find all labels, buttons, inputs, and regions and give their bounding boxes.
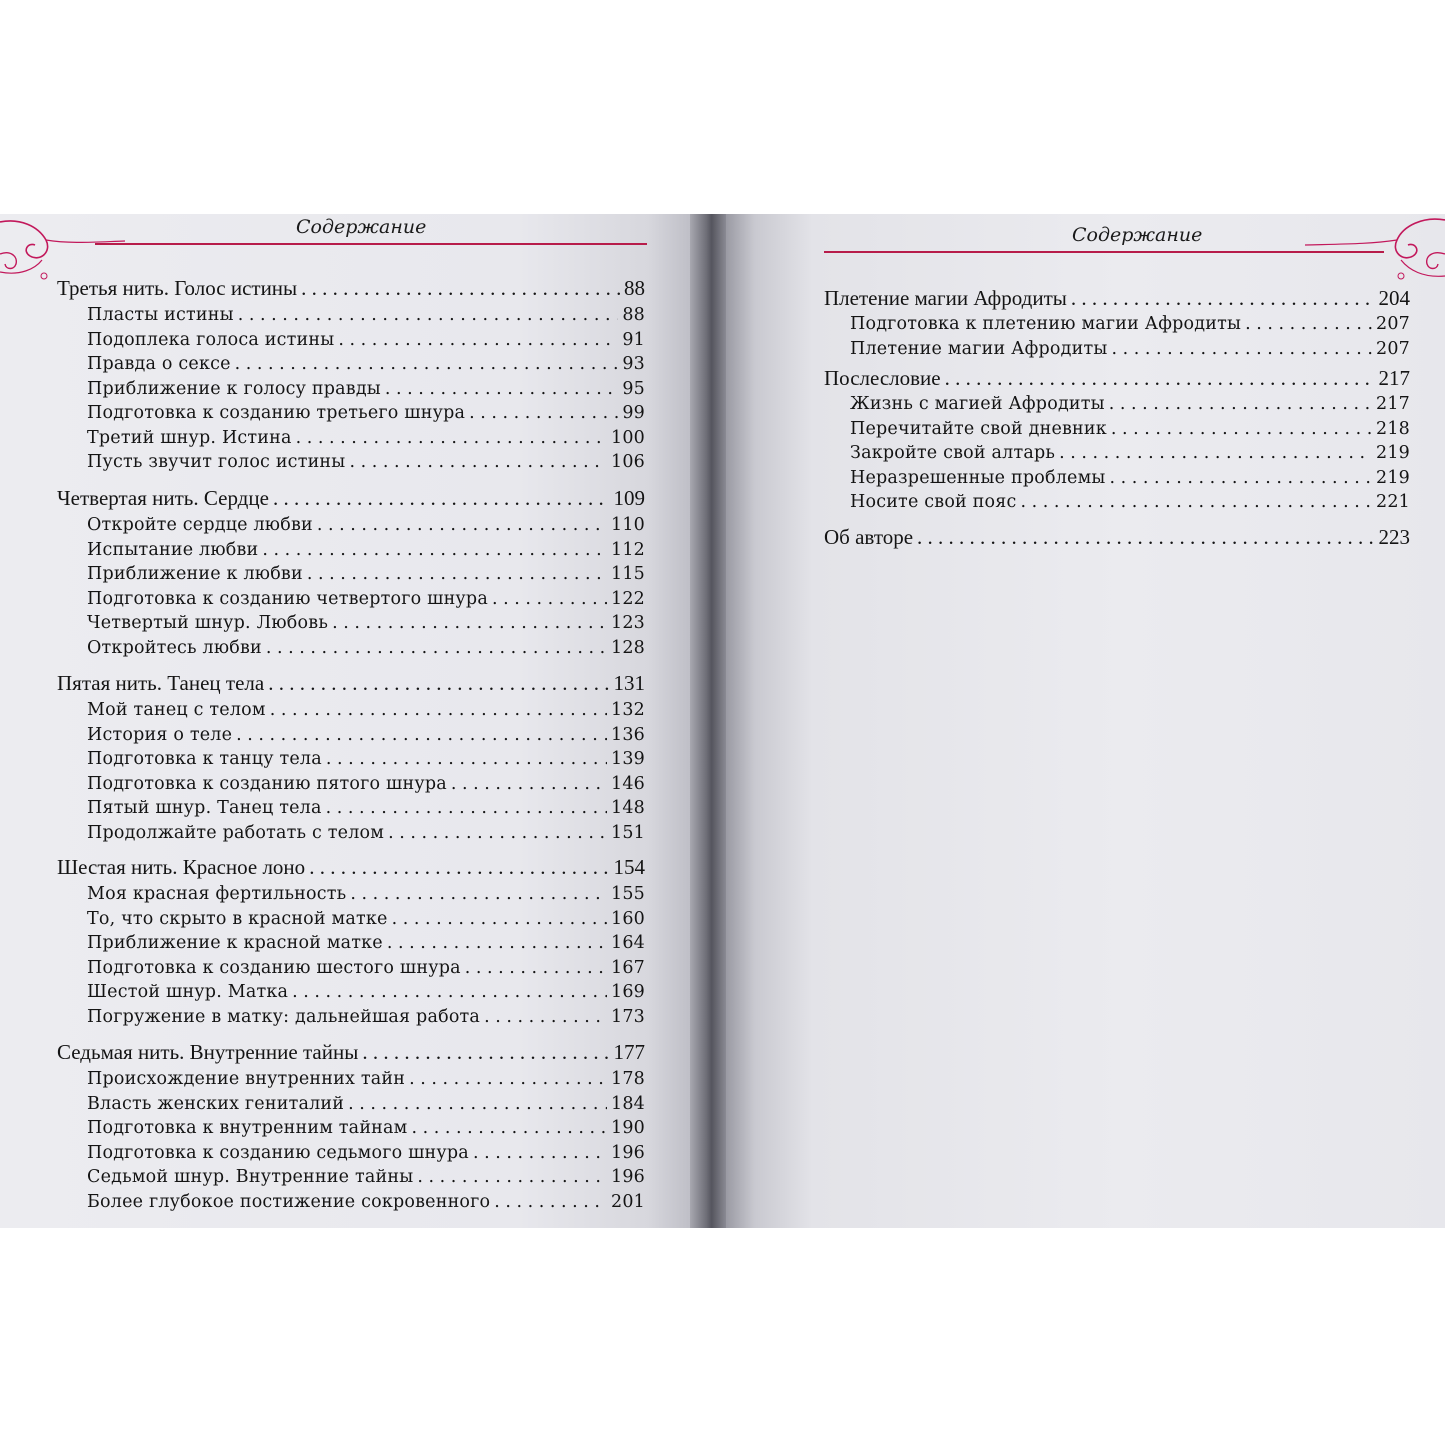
toc-chapter-entry[interactable] [57,276,645,301]
toc-subentry-page-number: 106 [610,452,645,472]
left-page [0,214,690,1228]
book-gutter [690,214,726,1228]
dot-leader [392,909,607,929]
dot-leader [1245,314,1372,334]
toc-subentry[interactable] [87,515,645,535]
toc-subentry-page-number: 167 [610,957,645,978]
toc-subentry-page-number: 99 [622,403,645,423]
toc-subentry[interactable] [87,1094,645,1114]
toc-subentry-page-number: 123 [610,613,645,633]
toc-chapter-entry[interactable] [57,855,645,880]
dot-leader [417,1167,607,1187]
dot-leader [270,700,607,720]
toc-subentry-title: Жизнь с магией Афродиты [850,394,1105,414]
dot-leader [1111,339,1372,359]
toc-subentry[interactable] [87,452,645,472]
toc-subentry-title: Четвертый шнур. Любовь [87,613,329,633]
toc-subentry-title: Подготовка к созданию шестого шнура [87,957,461,978]
toc-subentry[interactable] [87,909,645,929]
toc-subentry[interactable] [850,339,1410,359]
dot-leader [317,515,607,535]
toc-subentry-page-number: 132 [610,700,645,720]
toc-subentry-title: Испытание любви [87,539,259,560]
toc-subentry-title: Подготовка к танцу тела [87,749,322,769]
toc-subentry-title: История о теле [87,724,233,745]
toc-chapter-entry-page-number: 109 [613,486,645,510]
toc-subentry-page-number: 136 [610,724,645,745]
toc-subentry[interactable] [850,314,1410,334]
dot-leader [1071,286,1375,311]
toc-subentry-page-number: 100 [610,427,645,448]
toc-subentry[interactable] [850,419,1410,439]
dot-leader [273,486,610,511]
toc-subentry-title: Плетение магии Афродиты [850,338,1108,359]
toc-subentry-title: Подготовка к внутренним тайнам [87,1118,408,1138]
dot-leader [235,354,619,374]
toc-subentry[interactable] [87,823,645,843]
dot-leader [484,1007,607,1027]
left-flourish-ornament [0,214,130,284]
toc-subentry-page-number: 155 [610,884,645,904]
toc-subentry-title: Пятый шнур. Танец тела [87,798,322,818]
toc-subentry-title: Откройте сердце любви [87,515,313,535]
toc-subentry-page-number: 218 [1375,418,1410,439]
toc-subentry[interactable] [87,589,645,609]
dot-leader [236,725,607,745]
toc-subentry-title: Правда о сексе [87,354,231,374]
toc-chapter-entry-title: Пятая нить. Танец тела [57,671,265,695]
right-running-header: Содержание [1072,224,1203,246]
dot-leader [266,638,607,658]
right-header-rule [824,251,1384,253]
toc-subentry[interactable] [87,958,645,978]
toc-chapter-entry[interactable] [57,486,645,511]
toc-subentry-page-number: 173 [610,1006,645,1027]
toc-subentry-page-number: 95 [622,378,645,399]
toc-subentry[interactable] [87,540,645,560]
toc-subentry[interactable] [87,330,645,350]
toc-subentry-title: Подоплека голоса истины [87,329,335,350]
toc-chapter-entry-page-number: 131 [613,671,645,695]
toc-subentry-page-number: 91 [622,329,645,350]
toc-subentry-title: Подготовка к созданию четвертого шнура [87,588,488,609]
toc-subentry-page-number: 184 [610,1093,645,1114]
toc-subentry-page-number: 207 [1375,338,1410,359]
toc-subentry-title: Седьмой шнур. Внутренние тайны [87,1167,414,1187]
toc-subentry-page-number: 112 [610,539,645,560]
toc-subentry[interactable] [87,1167,645,1187]
toc-subentry-title: Погружение в матку: дальнейшая работа [87,1006,481,1027]
toc-subentry[interactable] [87,379,645,399]
toc-subentry-page-number: 88 [622,305,645,325]
toc-subentry-page-number: 169 [610,982,645,1002]
toc-subentry[interactable] [87,725,645,745]
toc-subentry[interactable] [87,982,645,1002]
dot-leader [238,305,619,325]
left-header-rule [95,243,647,245]
toc-subentry-title: Подготовка к плетению магии Афродиты [850,314,1242,334]
toc-subentry[interactable] [87,564,645,584]
dot-leader [338,330,618,350]
dot-leader [1110,468,1372,488]
toc-subentry[interactable] [87,1118,645,1138]
dot-leader [945,366,1375,391]
dot-leader [388,823,607,843]
right-flourish-ornament [1305,214,1445,284]
toc-subentry-title: Приближение к красной матке [87,933,383,953]
toc-subentry[interactable] [87,428,645,448]
toc-chapter-entry[interactable] [824,366,1410,391]
dot-leader [292,982,607,1002]
toc-subentry[interactable] [850,394,1410,414]
toc-chapter-entry-page-number: 217 [1378,366,1410,390]
toc-subentry-page-number: 219 [1375,467,1410,488]
toc-subentry-title: Пласты истины [87,305,234,325]
toc-subentry-page-number: 221 [1375,492,1410,512]
toc-subentry[interactable] [87,638,645,658]
toc-subentry-title: Приближение к любви [87,564,303,584]
toc-subentry[interactable] [850,443,1410,463]
toc-subentry-title: Происхождение внутренних тайн [87,1069,406,1089]
toc-subentry[interactable] [850,468,1410,488]
toc-subentry-title: Пусть звучит голос истины [87,452,346,472]
toc-subentry[interactable] [87,798,645,818]
dot-leader [469,403,618,423]
toc-subentry-title: Закройте свой алтарь [850,443,1056,463]
toc-subentry-page-number: 219 [1375,443,1410,463]
toc-subentry-page-number: 93 [622,354,645,374]
toc-subentry[interactable] [850,492,1410,512]
toc-subentry-page-number: 201 [610,1191,645,1212]
toc-chapter-entry-title: Четвертая нить. Сердце [57,486,269,510]
toc-subentry-page-number: 207 [1375,314,1410,334]
toc-subentry[interactable] [87,700,645,720]
dot-leader [465,958,607,978]
toc-subentry-title: Третий шнур. Истина [87,427,292,448]
dot-leader [1021,492,1372,512]
toc-chapter-entry-page-number: 177 [613,1040,645,1064]
toc-subentry-title: Носите свой пояс [850,492,1017,512]
toc-chapter-entry-title: Об авторе [824,525,914,549]
toc-subentry-title: Приближение к голосу правды [87,378,381,399]
toc-subentry-page-number: 190 [610,1118,645,1138]
toc-chapter-entry[interactable] [57,671,645,696]
dot-leader [494,1192,607,1212]
toc-subentry[interactable] [87,354,645,374]
book-spread [0,214,1445,1228]
toc-subentry-title: Неразрешенные проблемы [850,467,1106,488]
dot-leader [307,564,607,584]
dot-leader [1059,443,1372,463]
toc-chapter-entry-page-number: 204 [1378,286,1410,310]
dot-leader [326,798,607,818]
dot-leader [1111,419,1372,439]
toc-subentry[interactable] [87,749,645,769]
dot-leader [412,1118,607,1138]
toc-subentry-title: Подготовка к созданию третьего шнура [87,403,466,423]
dot-leader [301,276,620,301]
dot-leader [451,774,607,794]
dot-leader [473,1143,607,1163]
dot-leader [332,613,607,633]
toc-subentry[interactable] [87,884,645,904]
toc-subentry-page-number: 115 [610,564,645,584]
toc-subentry[interactable] [87,1007,645,1027]
toc-chapter-entry[interactable] [824,286,1410,311]
toc-subentry-page-number: 148 [610,798,645,818]
toc-subentry-title: Более глубокое постижение сокровенного [87,1191,491,1212]
dot-leader [268,671,609,696]
toc-subentry-title: Шестой шнур. Матка [87,982,289,1002]
toc-subentry-title: Подготовка к созданию пятого шнура [87,773,447,794]
toc-subentry[interactable] [87,613,645,633]
dot-leader [917,525,1374,550]
toc-chapter-entry[interactable] [824,525,1410,550]
toc-chapter-entry-page-number: 154 [613,855,645,879]
dot-leader [387,933,607,953]
toc-subentry-title: То, что скрыто в красной матке [87,908,388,929]
toc-chapter-entry-title: Послесловие [824,366,941,390]
left-running-header: Содержание [296,216,427,238]
toc-chapter-entry[interactable] [57,1040,645,1065]
toc-subentry-page-number: 146 [610,773,645,794]
dot-leader [362,1040,609,1065]
toc-subentry-title: Подготовка к созданию седьмого шнура [87,1142,469,1163]
dot-leader [409,1069,607,1089]
toc-subentry-title: Власть женских гениталий [87,1093,345,1114]
toc-subentry-title: Продолжайте работать с телом [87,822,385,843]
dot-leader [348,1094,607,1114]
toc-subentry[interactable] [87,1143,645,1163]
toc-subentry-title: Откройтесь любви [87,637,262,658]
toc-subentry[interactable] [87,403,645,423]
dot-leader [326,749,607,769]
toc-subentry[interactable] [87,1192,645,1212]
right-page [726,214,1445,1228]
toc-subentry[interactable] [87,933,645,953]
toc-subentry[interactable] [87,305,645,325]
dot-leader [385,379,618,399]
toc-subentry-title: Перечитайте свой дневник [850,418,1107,439]
toc-subentry-page-number: 196 [610,1142,645,1163]
toc-chapter-entry-title: Плетение магии Афродиты [824,286,1067,310]
toc-chapter-entry-title: Седьмая нить. Внутренние тайны [57,1040,359,1064]
dot-leader [1109,394,1372,414]
toc-subentry-page-number: 128 [610,637,645,658]
toc-subentry-page-number: 122 [610,588,645,609]
toc-subentry-page-number: 164 [610,933,645,953]
toc-subentry-page-number: 178 [610,1069,645,1089]
dot-leader [262,540,607,560]
toc-subentry-page-number: 196 [610,1167,645,1187]
toc-subentry-page-number: 139 [610,749,645,769]
toc-chapter-entry-title: Шестая нить. Красное лоно [57,855,306,879]
toc-subentry[interactable] [87,774,645,794]
toc-chapter-entry-title: Третья нить. Голос истины [57,276,298,300]
toc-subentry-page-number: 217 [1375,394,1410,414]
dot-leader [296,428,607,448]
dot-leader [350,884,607,904]
toc-subentry-title: Мой танец с телом [87,700,266,720]
toc-chapter-entry-page-number: 88 [624,276,645,300]
dot-leader [309,855,609,880]
toc-subentry[interactable] [87,1069,645,1089]
toc-chapter-entry-page-number: 223 [1378,525,1410,549]
toc-subentry-page-number: 110 [610,515,645,535]
toc-subentry-page-number: 160 [610,908,645,929]
dot-leader [349,452,607,472]
toc-subentry-page-number: 151 [610,822,645,843]
dot-leader [492,589,607,609]
toc-subentry-title: Моя красная фертильность [87,884,347,904]
